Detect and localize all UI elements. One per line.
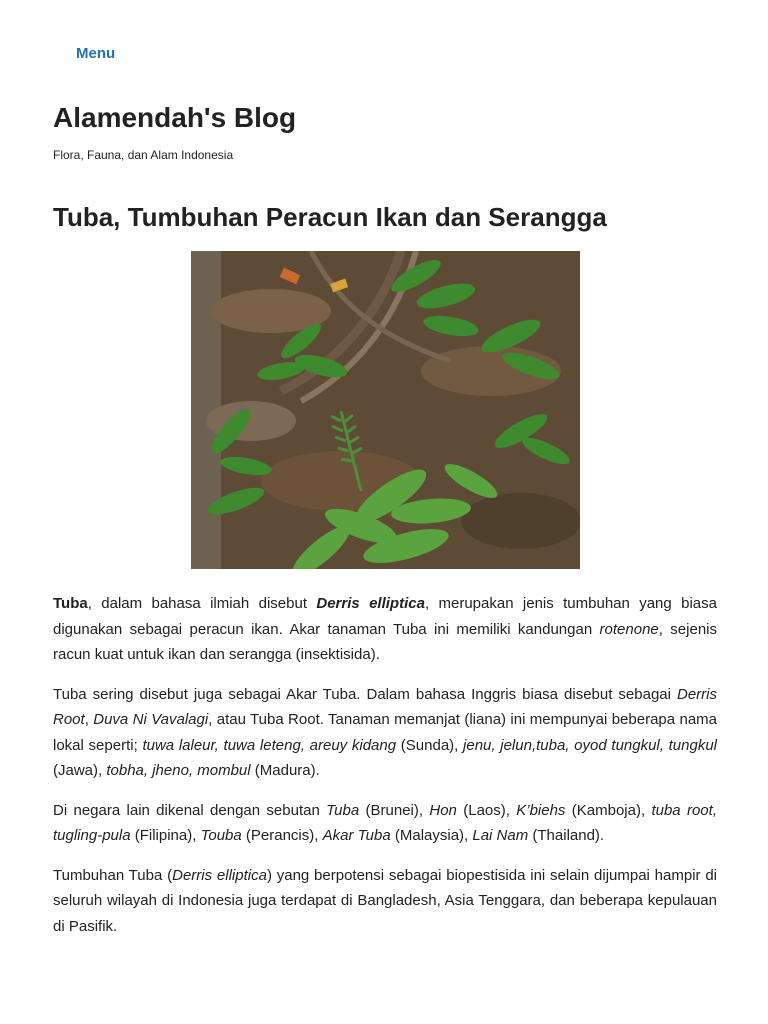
scientific-name: Derris elliptica (316, 595, 425, 612)
italic-term: Derris Root (53, 685, 717, 728)
text-span: (Madura). (250, 762, 320, 779)
text-span: (Kamboja), (565, 801, 652, 819)
italic-term: tuwa laleur, tuwa leteng, areuy kidang (142, 736, 397, 754)
menu-button[interactable]: Menu (76, 45, 116, 62)
italic-term: Hon (429, 801, 457, 819)
italic-term: Tuba (326, 801, 360, 819)
post-content (53, 591, 717, 953)
text-span: Tumbuhan Tuba ( (53, 866, 173, 884)
text-span: (Filipina), (130, 827, 201, 844)
text-span: (Malaysia), (390, 827, 473, 844)
text-span: (Perancis), (241, 827, 323, 844)
post-image (191, 251, 580, 569)
paragraph-intro (53, 591, 717, 668)
italic-term: Derris elliptica (172, 866, 267, 884)
text-span: , atau Tuba Root. Tanaman memanjat (liana) ini mempunyai beberapa nama lokal seperti; (53, 711, 718, 754)
italic-term: Touba (200, 827, 242, 844)
italic-term: tobha, jheno, mombul (106, 762, 251, 779)
text-span: (Jawa), (53, 762, 107, 779)
text-span: Tuba sering disebut juga sebagai Akar Tuba. Dalam bahasa Inggris biasa disebut sebagai (53, 685, 677, 703)
italic-term: Duva Ni Vavalagi (93, 711, 209, 728)
post-title: Tuba, Tumbuhan Peracun Ikan dan Serangga (53, 202, 607, 232)
paragraph-foreign-names (53, 798, 717, 849)
text-span: Di negara lain dikenal dengan sebutan (53, 801, 327, 819)
italic-term: jenu, jelun,tuba, oyod tungkul, tungkul (463, 736, 718, 754)
text-span: , (84, 711, 94, 728)
term-rotenone: rotenone (599, 620, 659, 638)
text-span: (Sunda), (396, 736, 464, 754)
site-title[interactable]: Alamendah's Blog (53, 102, 297, 133)
plant-photo-illustration (191, 251, 580, 569)
text-span: (Brunei), (359, 801, 430, 819)
paragraph-distribution (53, 863, 717, 940)
text-span: , merupakan jenis tumbuhan yang biasa digunakan sebagai peracun ikan. Akar tanaman Tuba ini memiliki kandungan (53, 595, 717, 638)
text-span: , sejenis racun kuat untuk ikan dan serangga (insektisida). (53, 620, 717, 663)
italic-term: Akar Tuba (322, 827, 391, 844)
text-span: ) yang berpotensi sebagai biopestisida ini selain dijumpai hampir di seluruh wilayah di Indonesia juga terdapat di Bangladesh, Asia Tenggara, dan beberapa kepulauan di Pasifik. (53, 866, 717, 935)
italic-term: tuba root, tugling-pula (53, 801, 717, 844)
text-span: , dalam bahasa ilmiah disebut (87, 595, 317, 612)
italic-term: Lai Nam (472, 827, 529, 844)
paragraph-names (53, 682, 717, 784)
italic-term: K’biehs (516, 801, 566, 819)
text-span: (Laos), (456, 801, 517, 819)
term-tuba: Tuba (53, 595, 88, 612)
site-tagline: Flora, Fauna, dan Alam Indonesia (53, 148, 234, 162)
text-span: (Thailand). (528, 827, 605, 844)
